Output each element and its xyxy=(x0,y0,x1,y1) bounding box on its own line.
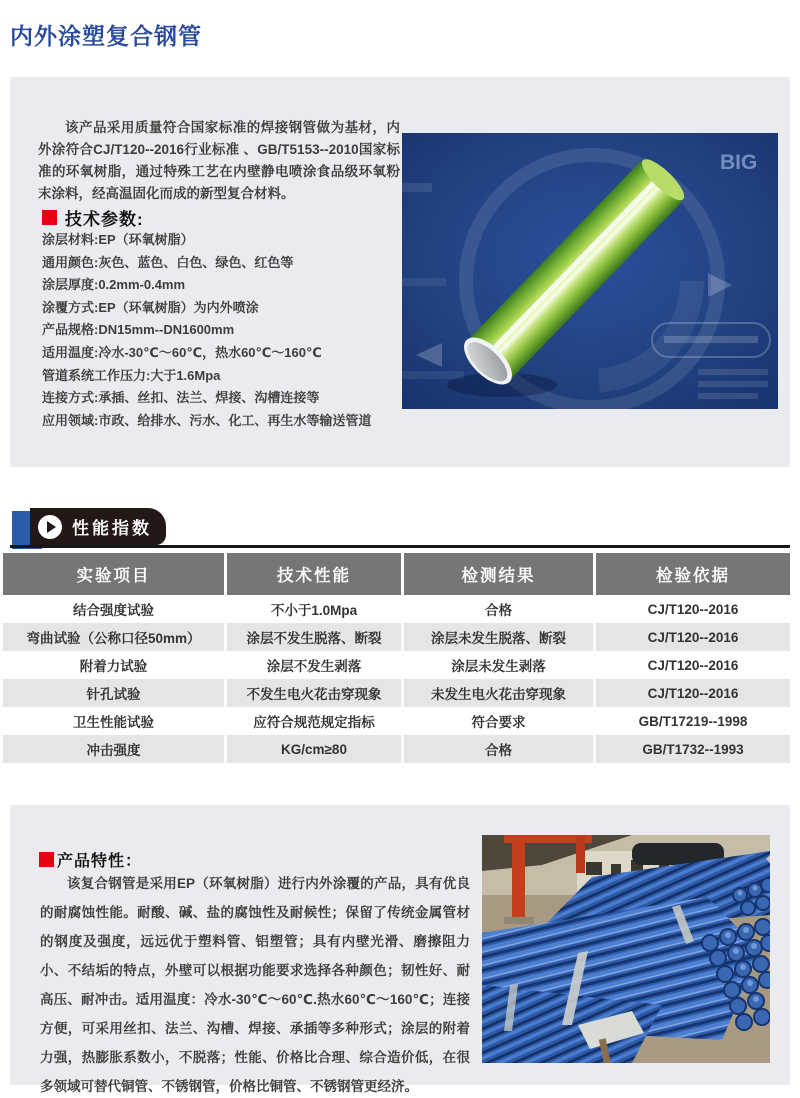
table-cell: 针孔试验 xyxy=(3,679,224,707)
table-cell: CJ/T120--2016 xyxy=(596,651,790,679)
table-cell: 合格 xyxy=(404,595,593,623)
param-line: 适用温度:冷水-30℃～60℃，热水60℃～160℃ xyxy=(42,344,322,360)
param-line: 涂层材料:EP（环氧树脂） xyxy=(42,232,194,247)
column-header: 检验依据 xyxy=(596,553,790,595)
table-cell: 附着力试验 xyxy=(3,651,224,679)
table-cell: 冲击强度 xyxy=(3,735,224,763)
features-heading-label: 产品特性： xyxy=(57,853,143,870)
performance-section-header xyxy=(0,505,800,550)
performance-table xyxy=(3,553,790,763)
table-cell: 涂层不发生脱落、断裂 xyxy=(227,623,401,651)
table-cell: 结合强度试验 xyxy=(3,595,224,623)
page-title: 内外涂塑复合钢管 xyxy=(10,23,202,49)
column-header: 技术性能 xyxy=(227,553,401,595)
table-cell: 不小于1.0Mpa xyxy=(227,595,401,623)
green-pipe-product-image xyxy=(402,133,778,409)
column-header: 实验项目 xyxy=(3,553,224,595)
table-cell: GB/T1732--1993 xyxy=(596,735,790,763)
table-cell: CJ/T120--2016 xyxy=(596,623,790,651)
table-cell: KG/cm≥80 xyxy=(227,735,401,763)
features-heading xyxy=(39,848,142,871)
param-line: 涂层厚度:0.2mm-0.4mm xyxy=(42,277,186,293)
play-icon xyxy=(38,515,62,539)
table-row xyxy=(3,679,790,707)
param-line: 通用颜色:灰色、蓝色、白色、绿色、红色等 xyxy=(42,254,294,270)
table-cell: 符合要求 xyxy=(404,707,593,735)
table-cell: 未发生电火花击穿现象 xyxy=(404,679,593,707)
param-line: 应用领域:市政、给排水、污水、化工、再生水等输送管道 xyxy=(42,412,372,428)
table-cell: 应符合规范规定指标 xyxy=(227,707,401,735)
section-title: 性能指数 xyxy=(72,519,152,538)
table-cell: 涂层未发生脱落、断裂 xyxy=(404,623,593,651)
red-square-icon xyxy=(39,852,54,867)
section-tab xyxy=(30,508,166,545)
table-cell: 卫生性能试验 xyxy=(3,707,224,735)
image-watermark-text: BIG xyxy=(720,151,758,174)
table-cell: 合格 xyxy=(404,735,593,763)
table-cell: CJ/T120--2016 xyxy=(596,679,790,707)
column-header: 检测结果 xyxy=(404,553,593,595)
table-cell: GB/T17219--1998 xyxy=(596,707,790,735)
tech-params-heading xyxy=(42,205,144,230)
table-row xyxy=(3,707,790,735)
table-row xyxy=(3,595,790,623)
table-header-row xyxy=(3,553,790,595)
red-square-icon xyxy=(42,210,57,225)
param-line: 管道系统工作压力:大于1.6Mpa xyxy=(42,367,221,383)
param-line: 连接方式:承插、丝扣、法兰、焊接、沟槽连接等 xyxy=(42,390,320,406)
table-cell: CJ/T120--2016 xyxy=(596,595,790,623)
table-row xyxy=(3,651,790,679)
intro-description: 该产品采用质量符合国家标准的焊接钢管做为基材，内外涂符合CJ/T120--2016行业标准 、GB/T5153--2010国家标准的环氧树脂，通过特殊工艺在内壁静电喷涂食品级环氧粉末涂料，经高温固化而成的新型复合材料。 xyxy=(38,120,400,201)
table-cell: 弯曲试验（公称口径50mm） xyxy=(3,623,224,651)
features-description: 该复合钢管是采用EP（环氧树脂）进行内外涂覆的产品，具有优良的耐腐蚀性能。耐酸、碱、盐的腐蚀性及耐候性；保留了传统金属管材的钢度及强度，远远优于塑料管、铝塑管；具有内壁光滑、磨擦阻力小、不结垢的特点，外壁可以根据功能要求选择各种颜色；韧性好、耐高压、耐冲击。适用温度：冷水-30℃～60℃.热水60℃～160℃；连接方便，可采用丝扣、法兰、沟槽、焊接、承插等多种形式；涂层的附着力强，热膨胀系数小，不脱落；性能、价格比合理、综合造价低，在很多领域可替代铜管、不锈钢管，价格比铜管、不锈钢管更经济。 xyxy=(40,876,470,1094)
tech-params-heading-label: 技术参数: xyxy=(65,210,144,229)
tech-params-list xyxy=(42,229,408,432)
table-cell: 涂层不发生剥落 xyxy=(227,651,401,679)
blue-pipes-photo xyxy=(482,835,770,1063)
table-row xyxy=(3,623,790,651)
table-row xyxy=(3,735,790,763)
param-line: 产品规格:DN15mm--DN1600mm xyxy=(42,322,235,338)
table-cell: 不发生电火花击穿现象 xyxy=(227,679,401,707)
features-panel xyxy=(10,805,790,1094)
section-divider xyxy=(10,545,790,548)
table-cell: 涂层未发生剥落 xyxy=(404,651,593,679)
param-line: 涂覆方式:EP（环氧树脂）为内外喷涂 xyxy=(42,299,259,315)
intro-panel xyxy=(10,77,790,467)
